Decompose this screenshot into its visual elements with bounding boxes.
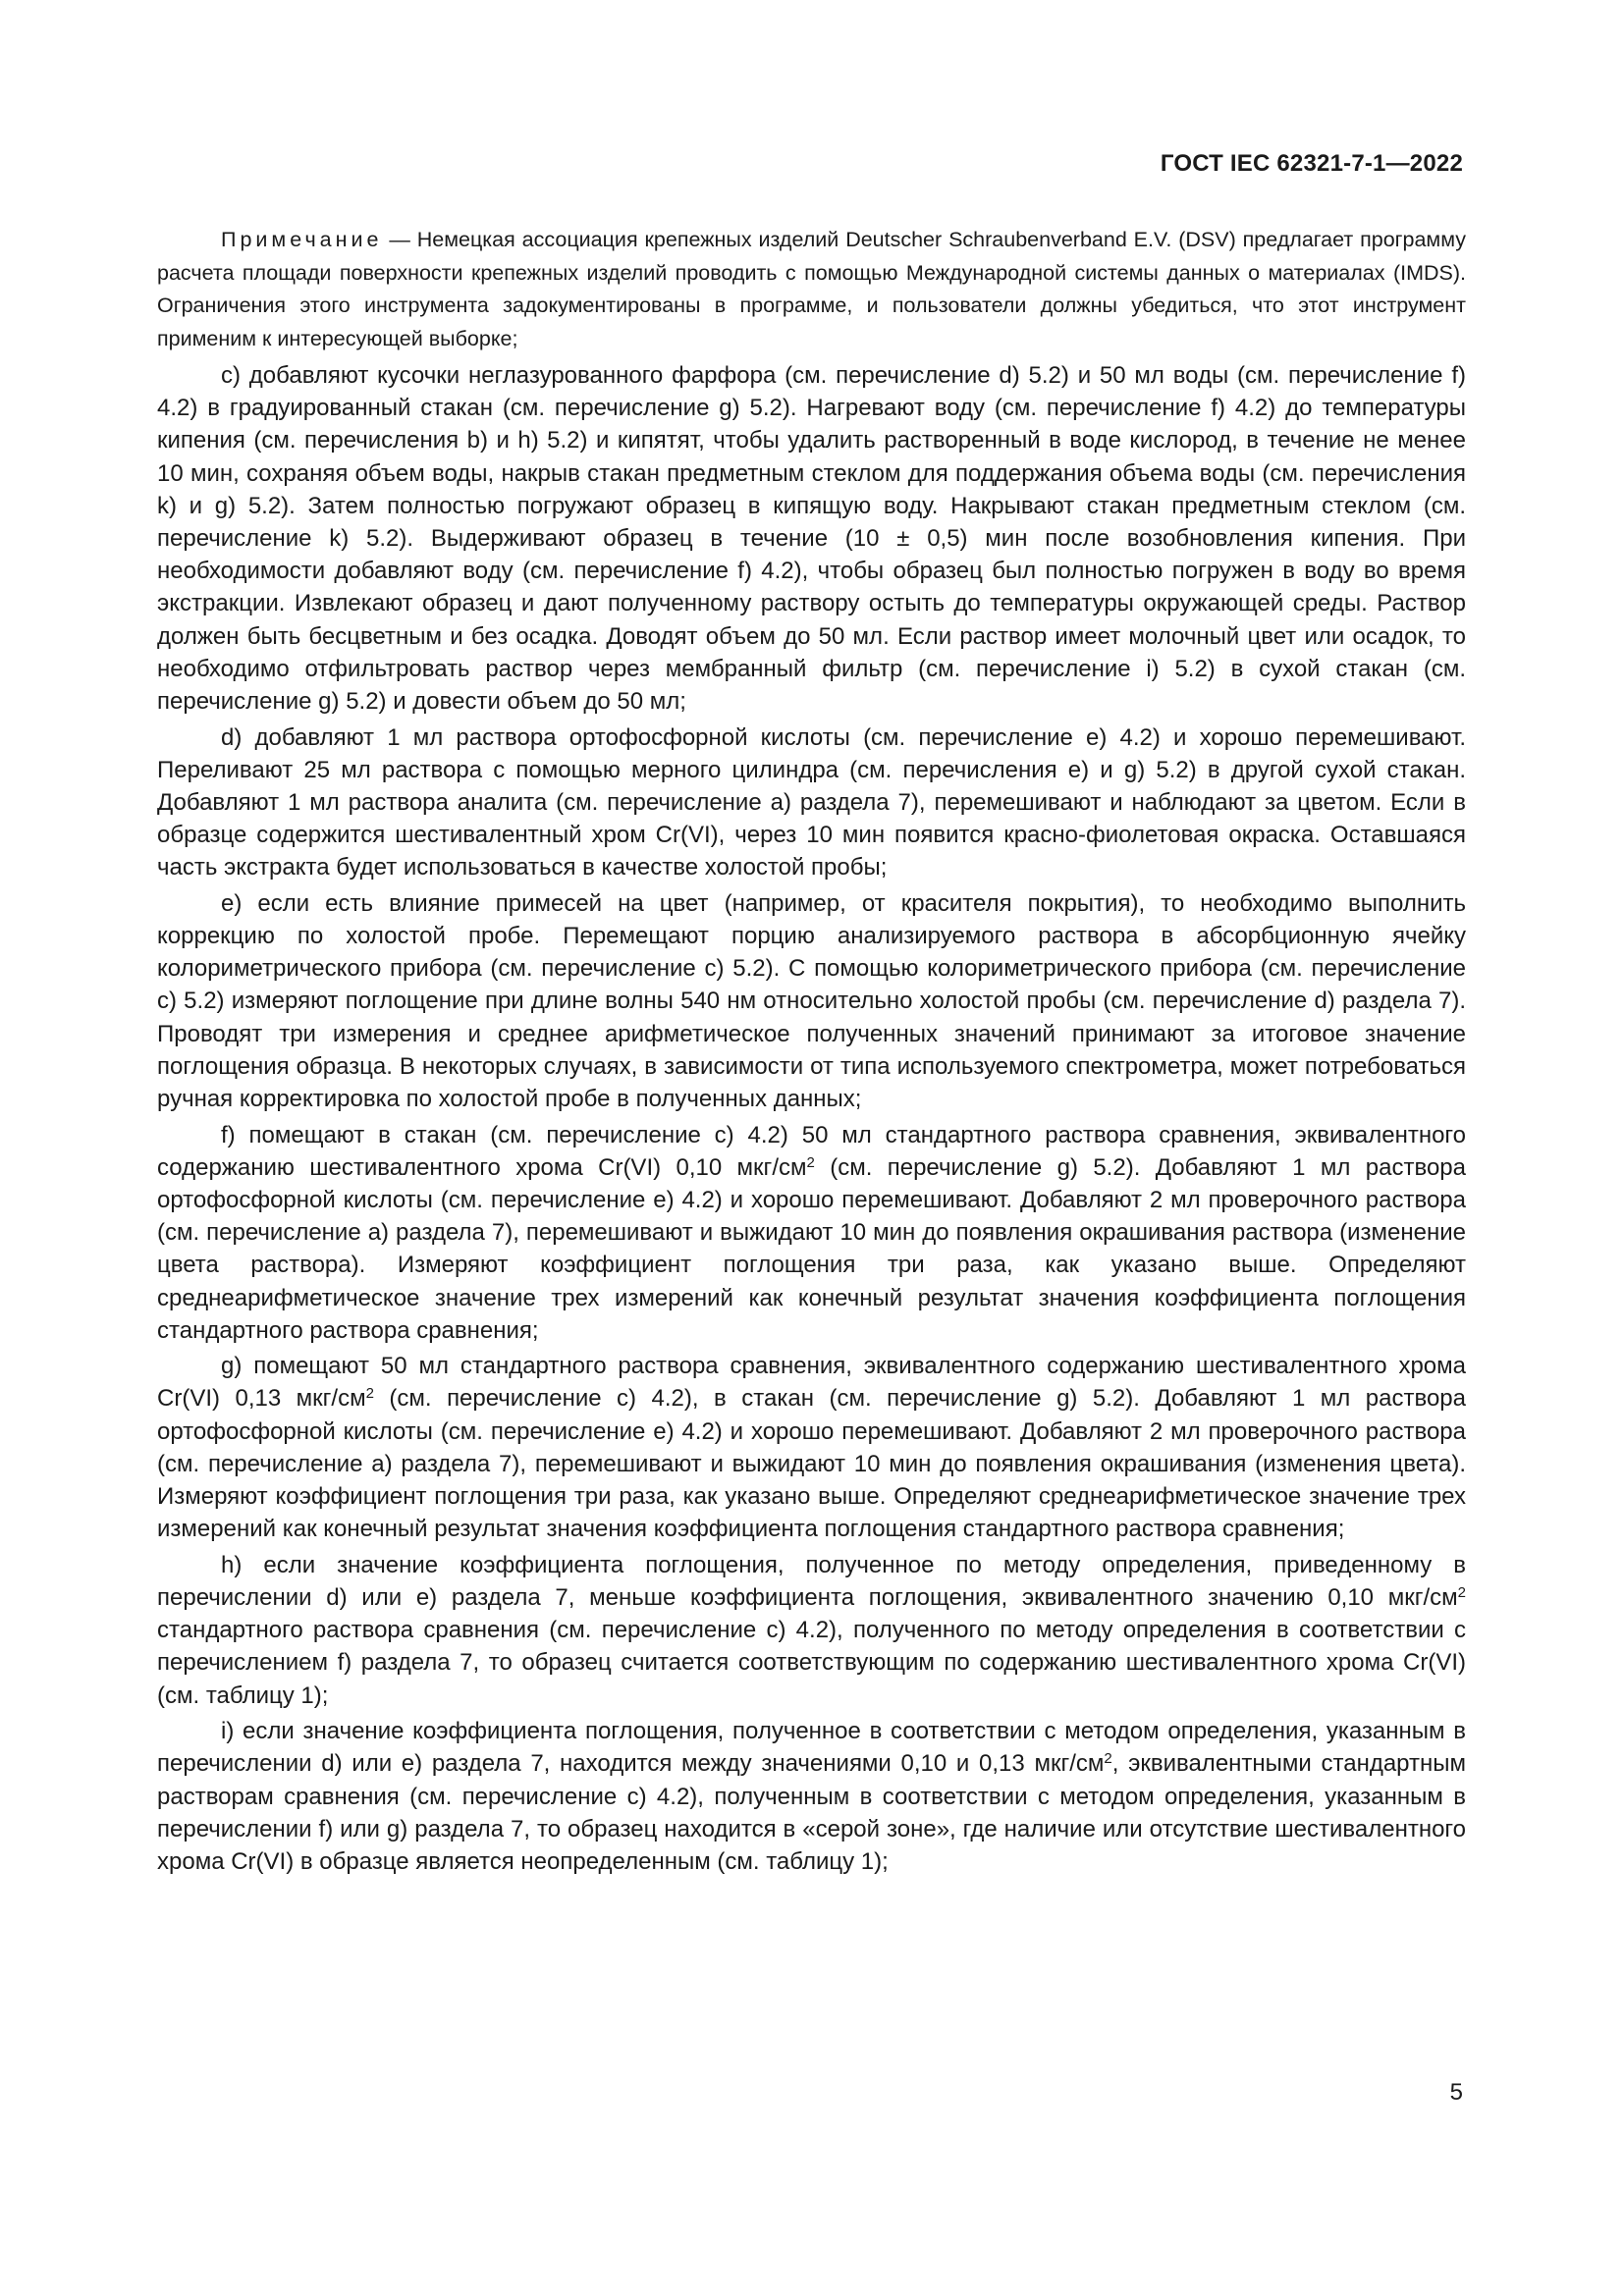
superscript: 2: [365, 1385, 374, 1403]
superscript: 2: [1457, 1584, 1466, 1601]
page-number: 5: [1449, 2079, 1463, 2106]
item-h: [157, 1549, 1466, 1712]
item-i-text-2: , эквивалентными стандартным растворам сравнения (см. перечисление с) 4.2), полученным в соответствии с методом определения, указанным в перечислении f) или g) раздела 7, то образец находится в «серой зоне», где наличие или отсутствие шестивалентного хрома Cr(VI) в образце является неопределенным (см. таблицу 1);: [157, 1750, 1467, 1875]
item-g: [157, 1350, 1466, 1545]
note-paragraph: [157, 224, 1466, 355]
superscript: 2: [1104, 1750, 1112, 1768]
document-code-header: ГОСТ IEC 62321-7-1—2022: [1160, 150, 1463, 177]
item-i-text-1: i) если значение коэффициента поглощения, полученное в соответствии с методом определения, указанным в перечислении d) или е) раздела 7, находится между значениями 0,10 и 0,13 мкг/см: [157, 1718, 1466, 1778]
item-f-text-1: f) помещают в стакан (см. перечисление с) 4.2) 50 мл стандартного раствора сравнения, эквивалентного содержанию шестивалентного хрома Cr(VI) 0,10 мкг/см: [157, 1121, 1466, 1181]
superscript: 2: [806, 1153, 815, 1171]
item-h-text-2: стандартного раствора сравнения (см. перечисление с) 4.2), полученного по методу определения в соответствии с перечислением f) раздела 7, то образец считается соответствующим по содержанию шестивалентного хрома Cr(VI) (см. таблицу 1);: [157, 1617, 1466, 1709]
note-label: Примечание: [221, 228, 383, 251]
item-h-text-1: h) если значение коэффициента поглощения, полученное по методу определения, приведенному в перечислении d) или е) раздела 7, меньше коэффициента поглощения, эквивалентного значению 0,10 мкг/см: [157, 1551, 1466, 1611]
item-g-text-2: (см. перечисление с) 4.2), в стакан (см. перечисление g) 5.2). Добавляют 1 мл раствора ортофосфорной кислоты (см. перечисление е) 4.2) и хорошо перемешивают. Добавляют 2 мл проверочного раствора (см. перечисление а) раздела 7), перемешивают и выжидают 10 мин до появления окрашивания (изменения цвета). Измеряют коэффициент поглощения три раза, как указано выше. Определяют среднеарифметическое значение трех измерений как конечный результат значения коэффициента поглощения стандартного раствора сравнения;: [157, 1385, 1467, 1543]
item-e: e) если есть влияние примесей на цвет (например, от красителя покрытия), то необходимо выполнить коррекцию по холостой пробе. Перемещают порцию анализируемого раствора в абсорбционную ячейку колориметрического прибора (см. перечисление с) 5.2). С помощью колориметрического прибора (см. перечисление с) 5.2) измеряют поглощение при длине волны 540 нм относительно холостой пробы (см. перечисление d) раздела 7). Проводят три измерения и среднее арифметическое полученных значений принимают за итоговое значение поглощения образца. В некоторых случаях, в зависимости от типа используемого спектрометра, может потребоваться ручная корректировка по холостой пробе в полученных данных;: [157, 889, 1466, 1113]
item-c: c) добавляют кусочки неглазурованного фарфора (см. перечисление d) 5.2) и 50 мл воды (см. перечисление f) 4.2) в градуированный стакан (см. перечисление g) 5.2). Нагревают воду (см. перечисление f) 4.2) до температуры кипения (см. перечисления b) и h) 5.2) и кипятят, чтобы удалить растворенный в воде кислород, в течение не менее 10 мин, сохраняя объем воды, накрыв стакан предметным стеклом для поддержания объема воды (см. перечисления k) и g) 5.2). Затем полностью погружают образец в кипящую воду. Накрывают стакан предметным стеклом (см. перечисление k) 5.2). Выдерживают образец в течение (10 ± 0,5) мин после возобновления кипения. При необходимости добавляют воду (см. перечисление f) 4.2), чтобы образец был полностью погружен в воду во время экстракции. Извлекают образец и дают полученному раствору остыть до температуры окружающей среды. Раствор должен быть бесцветным и без осадка. Доводят объем до 50 мл. Если раствор имеет молочный цвет или осадок, то необходимо отфильтровать раствор через мембранный фильтр (см. перечисление i) 5.2) в сухой стакан (см. перечисление g) 5.2) и довести объем до 50 мл;: [157, 362, 1466, 716]
item-g-text-1: g) помещают 50 мл стандартного раствора сравнения, эквивалентного содержанию шестивалентного хрома Cr(VI) 0,13 мкг/см: [157, 1353, 1466, 1413]
item-i: [157, 1715, 1466, 1878]
note-text: — Немецкая ассоциация крепежных изделий Deutscher Schraubenverband E.V. (DSV) предлагает программу расчета площади поверхности крепежных изделий проводить с помощью Международной системы данных о материалах (IMDS). Ограничения этого инструмента задокументированы в программе, и пользователи должны убедиться, что этот инструмент применим к интересующей выборке;: [157, 228, 1466, 350]
item-d: d) добавляют 1 мл раствора ортофосфорной кислоты (см. перечисление е) 4.2) и хорошо перемешивают. Переливают 25 мл раствора с помощью мерного цилиндра (см. перечисления е) и g) 5.2) в другой сухой стакан. Добавляют 1 мл раствора аналита (см. перечисление а) раздела 7), перемешивают и наблюдают за цветом. Если в образце содержится шестивалентный хром Cr(VI), через 10 мин появится красно-фиолетовая окраска. Оставшаяся часть экстракта будет использоваться в качестве холостой пробы;: [157, 723, 1466, 881]
item-f: [157, 1119, 1466, 1347]
body-text: [157, 359, 1466, 1881]
item-f-text-2: (см. перечисление g) 5.2). Добавляют 1 мл раствора ортофосфорной кислоты (см. перечисление е) 4.2) и хорошо перемешивают. Добавляют 2 мл проверочного раствора (см. перечисление а) раздела 7), перемешивают и выжидают 10 мин до появления окрашивания раствора (изменение цвета раствора). Измеряют коэффициент поглощения три раза, как указано выше. Определяют среднеарифметическое значение трех измерений как конечный результат значения коэффициента поглощения стандартного раствора сравнения;: [157, 1153, 1466, 1344]
